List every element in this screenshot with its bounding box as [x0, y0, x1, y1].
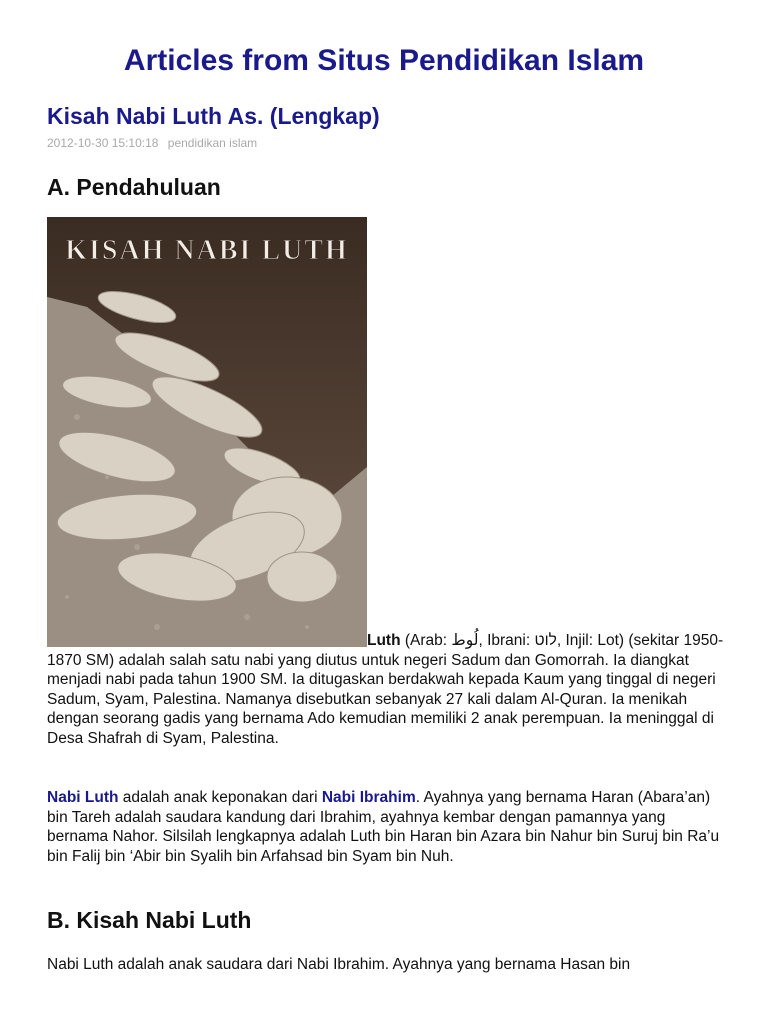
section-heading-kisah: B. Kisah Nabi Luth	[47, 907, 252, 933]
luth-bold: Luth	[367, 632, 401, 649]
article-category[interactable]: pendidikan islam	[167, 136, 258, 150]
intro-text: (Arab: لُوط, Ibrani: לוט, Injil: Lot) (sekitar 1950-1870 SM) adalah salah satu nabi yang diutus untuk negeri Sadum dan Gomorrah. Ia diangkat menjadi nabi pada tahun 1900 SM. Ia ditugaskan berdakwah kepada Kaum yang tinggal di negeri Sadum, Syam, Palestina. Namanya disebutkan sebanyak 27 kali dalam Al-Quran. Ia menikah dengan seorang gadis yang bernama Ado kemudian memiliki 2 anak perempuan. Ia meninggal di Desa Shafrah di Syam, Palestina.	[47, 632, 724, 747]
story-paragraph: Nabi Luth adalah anak saudara dari Nabi Ibrahim. Ayahnya yang bernama Hasan bin	[47, 956, 631, 973]
site-title: Articles from Situs Pendidikan Islam	[123, 44, 645, 77]
lineage-text-mid: adalah anak keponakan dari	[118, 789, 322, 806]
article-meta	[47, 136, 257, 150]
nabi-ibrahim-link[interactable]: Nabi Ibrahim	[321, 789, 416, 806]
article-photo	[47, 217, 367, 647]
lineage-paragraph	[47, 788, 727, 866]
nabi-luth-link[interactable]: Nabi Luth	[47, 789, 119, 806]
intro-paragraph	[47, 631, 727, 748]
photo-caption: KISAH NABI LUTH	[65, 235, 349, 266]
article-date: 2012-10-30 15:10:18	[47, 136, 159, 150]
article-title[interactable]: Kisah Nabi Luth As. (Lengkap)	[47, 103, 380, 129]
lineage-text: . Ayahnya yang bernama Haran (Abara’an) bin Tareh adalah saudara kandung dari Ibrahim, ayahnya kembar dengan pamannya yang bernama Nahor. Silsilah lengkapnya adalah Luth bin Haran bin Azara bin Nahur bin Suruj bin Ra’u bin Falij bin ‘Abir bin Syalih bin Arfahsad bin Syam bin Nuh.	[47, 789, 720, 865]
section-heading-pendahuluan: A. Pendahuluan	[47, 174, 221, 200]
